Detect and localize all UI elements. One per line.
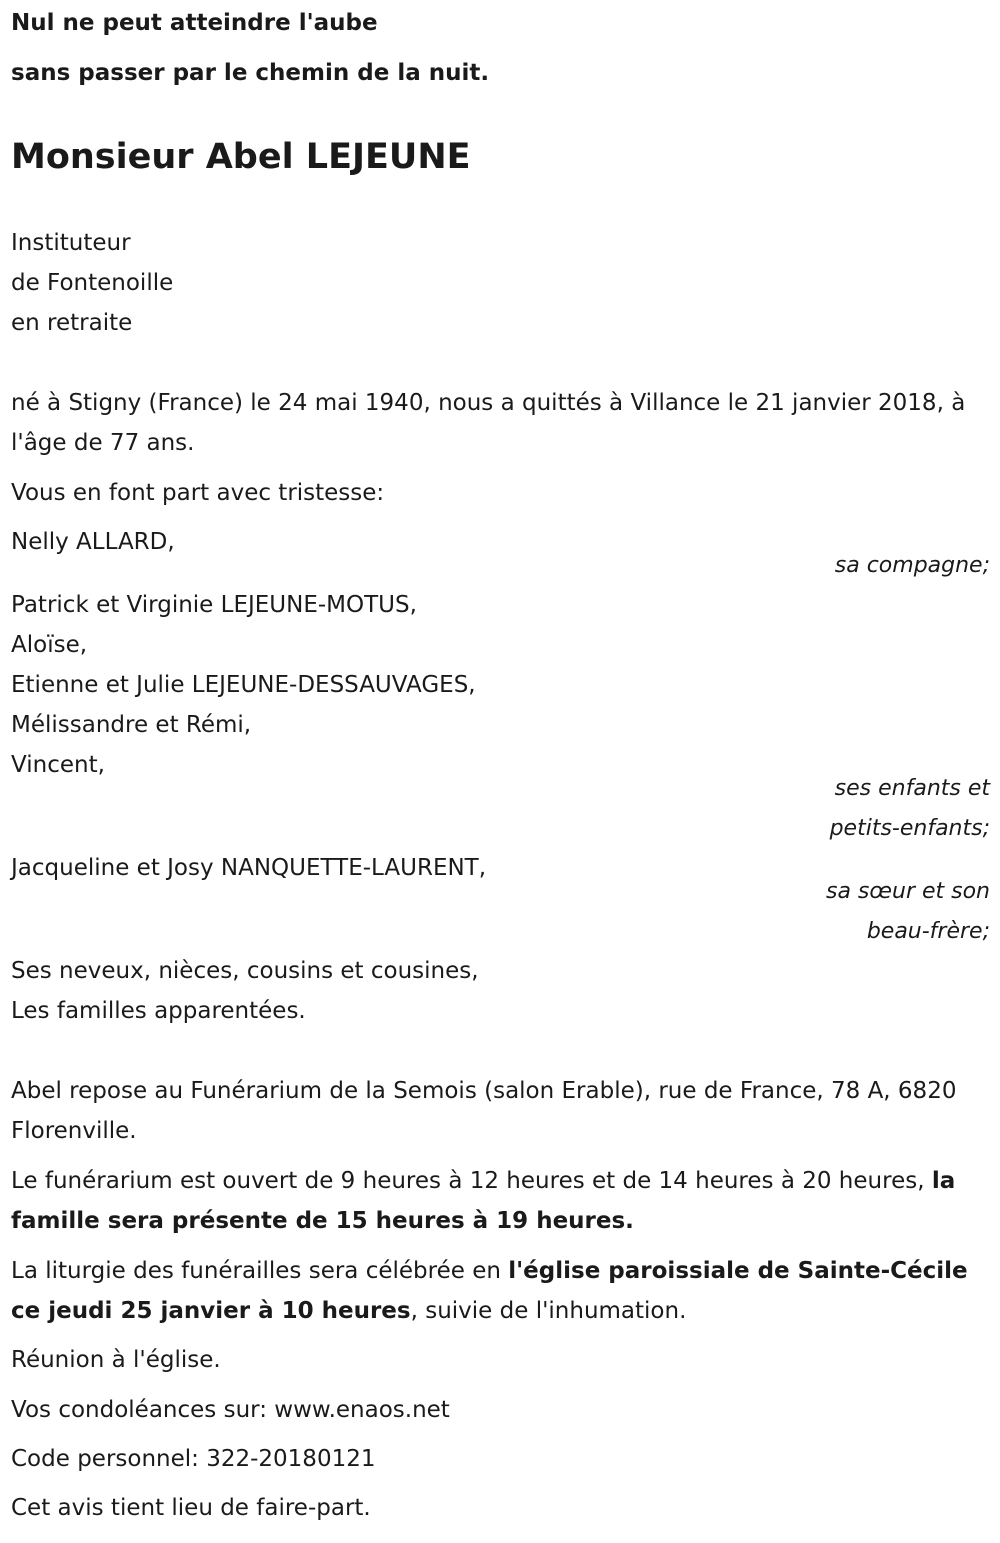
family-child-2: Aloïse, — [11, 632, 88, 658]
family-children-relation-2: petits-enfants; — [829, 816, 990, 841]
intro-text: Vous en font part avec tristesse: — [11, 480, 385, 506]
family-sibling-relation-1: sa sœur et son — [825, 879, 990, 904]
liturgy-text — [11, 1251, 993, 1331]
meeting-text: Réunion à l'église. — [11, 1347, 221, 1373]
epigraph-line-2: sans passer par le chemin de la nuit. — [11, 60, 490, 86]
family-sibling-relation-2: beau-frère; — [866, 919, 990, 944]
profession-line-1: Instituteur — [11, 230, 131, 256]
family-child-3: Etienne et Julie LEJEUNE-DESSAUVAGES, — [11, 672, 476, 698]
notice-text: Cet avis tient lieu de faire-part. — [11, 1495, 371, 1521]
family-child-4: Mélissandre et Rémi, — [11, 712, 252, 738]
condolences-text: Vos condoléances sur: www.enaos.net — [11, 1397, 450, 1423]
liturgy-end: , suivie de l'inhumation. — [410, 1298, 687, 1324]
family-others-2: Les familles apparentées. — [11, 998, 306, 1024]
family-children-relation-1: ses enfants et — [834, 776, 990, 801]
birth-death-text: né à Stigny (France) le 24 mai 1940, nous a quittés à Villance le 21 janvier 2018, à l'âge de 77 ans. — [11, 390, 966, 456]
profession-line-3: en retraite — [11, 310, 133, 336]
liturgy-plain: La liturgie des funérailles sera célébrée en — [11, 1258, 509, 1284]
family-sibling-name: Jacqueline et Josy NANQUETTE-LAURENT, — [11, 855, 487, 881]
deceased-name: Monsieur Abel LEJEUNE — [11, 137, 471, 177]
family-others-1: Ses neveux, nièces, cousins et cousines, — [11, 958, 479, 984]
family-child-1: Patrick et Virginie LEJEUNE-MOTUS, — [11, 592, 417, 618]
liturgy-bold: l'église paroissiale de Sainte-Cécile ce jeudi 25 janvier à 10 heures — [11, 1258, 968, 1324]
hours-text — [11, 1161, 993, 1241]
family-child-5: Vincent, — [11, 752, 105, 778]
hours-bold: la famille sera présente de 15 heures à 19 heures. — [11, 1168, 956, 1234]
family-partner-relation: sa compagne; — [834, 553, 990, 578]
code-text: Code personnel: 322-20180121 — [11, 1446, 376, 1472]
family-partner-name: Nelly ALLARD, — [11, 529, 175, 555]
epigraph-line-1: Nul ne peut atteindre l'aube — [11, 10, 378, 36]
repose-text: Abel repose au Funérarium de la Semois (salon Erable), rue de France, 78 A, 6820 Florenville. — [11, 1078, 957, 1144]
profession-line-2: de Fontenoille — [11, 270, 174, 296]
hours-plain: Le funérarium est ouvert de 9 heures à 12 heures et de 14 heures à 20 heures, — [11, 1168, 932, 1194]
